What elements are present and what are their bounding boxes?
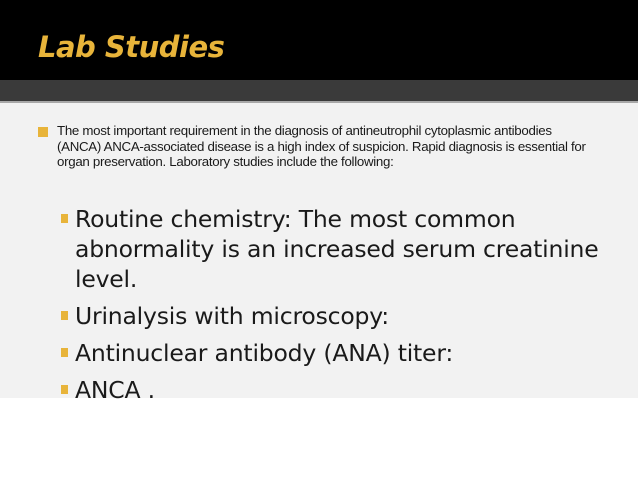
slide-title: Lab Studies <box>38 30 225 64</box>
square-bullet-icon <box>61 214 68 223</box>
title-divider <box>0 80 638 101</box>
list-item-text: Antinuclear antibody (ANA) titer: <box>75 339 454 367</box>
square-bullet-icon <box>61 311 68 320</box>
square-bullet-icon <box>38 127 48 137</box>
title-bar <box>0 0 638 80</box>
list-item <box>61 204 621 294</box>
lab-studies-list <box>61 204 621 412</box>
square-bullet-icon <box>61 385 68 394</box>
list-item <box>61 338 621 368</box>
list-item-text: Routine chemistry: The most common abnormality is an increased serum creatinine level. <box>75 205 599 293</box>
list-item <box>61 375 621 405</box>
square-bullet-icon <box>61 348 68 357</box>
intro-paragraph: The most important requirement in the diagnosis of antineutrophil cytoplasmic antibodies (ANCA) ANCA-associated disease is a high index of suspicion. Rapid diagnosis is essential for organ preservation. Laboratory studies include the following: <box>57 123 586 169</box>
list-item-text: Urinalysis with microscopy: <box>75 302 389 330</box>
list-item <box>61 301 621 331</box>
list-item-text: ANCA . <box>75 376 155 404</box>
